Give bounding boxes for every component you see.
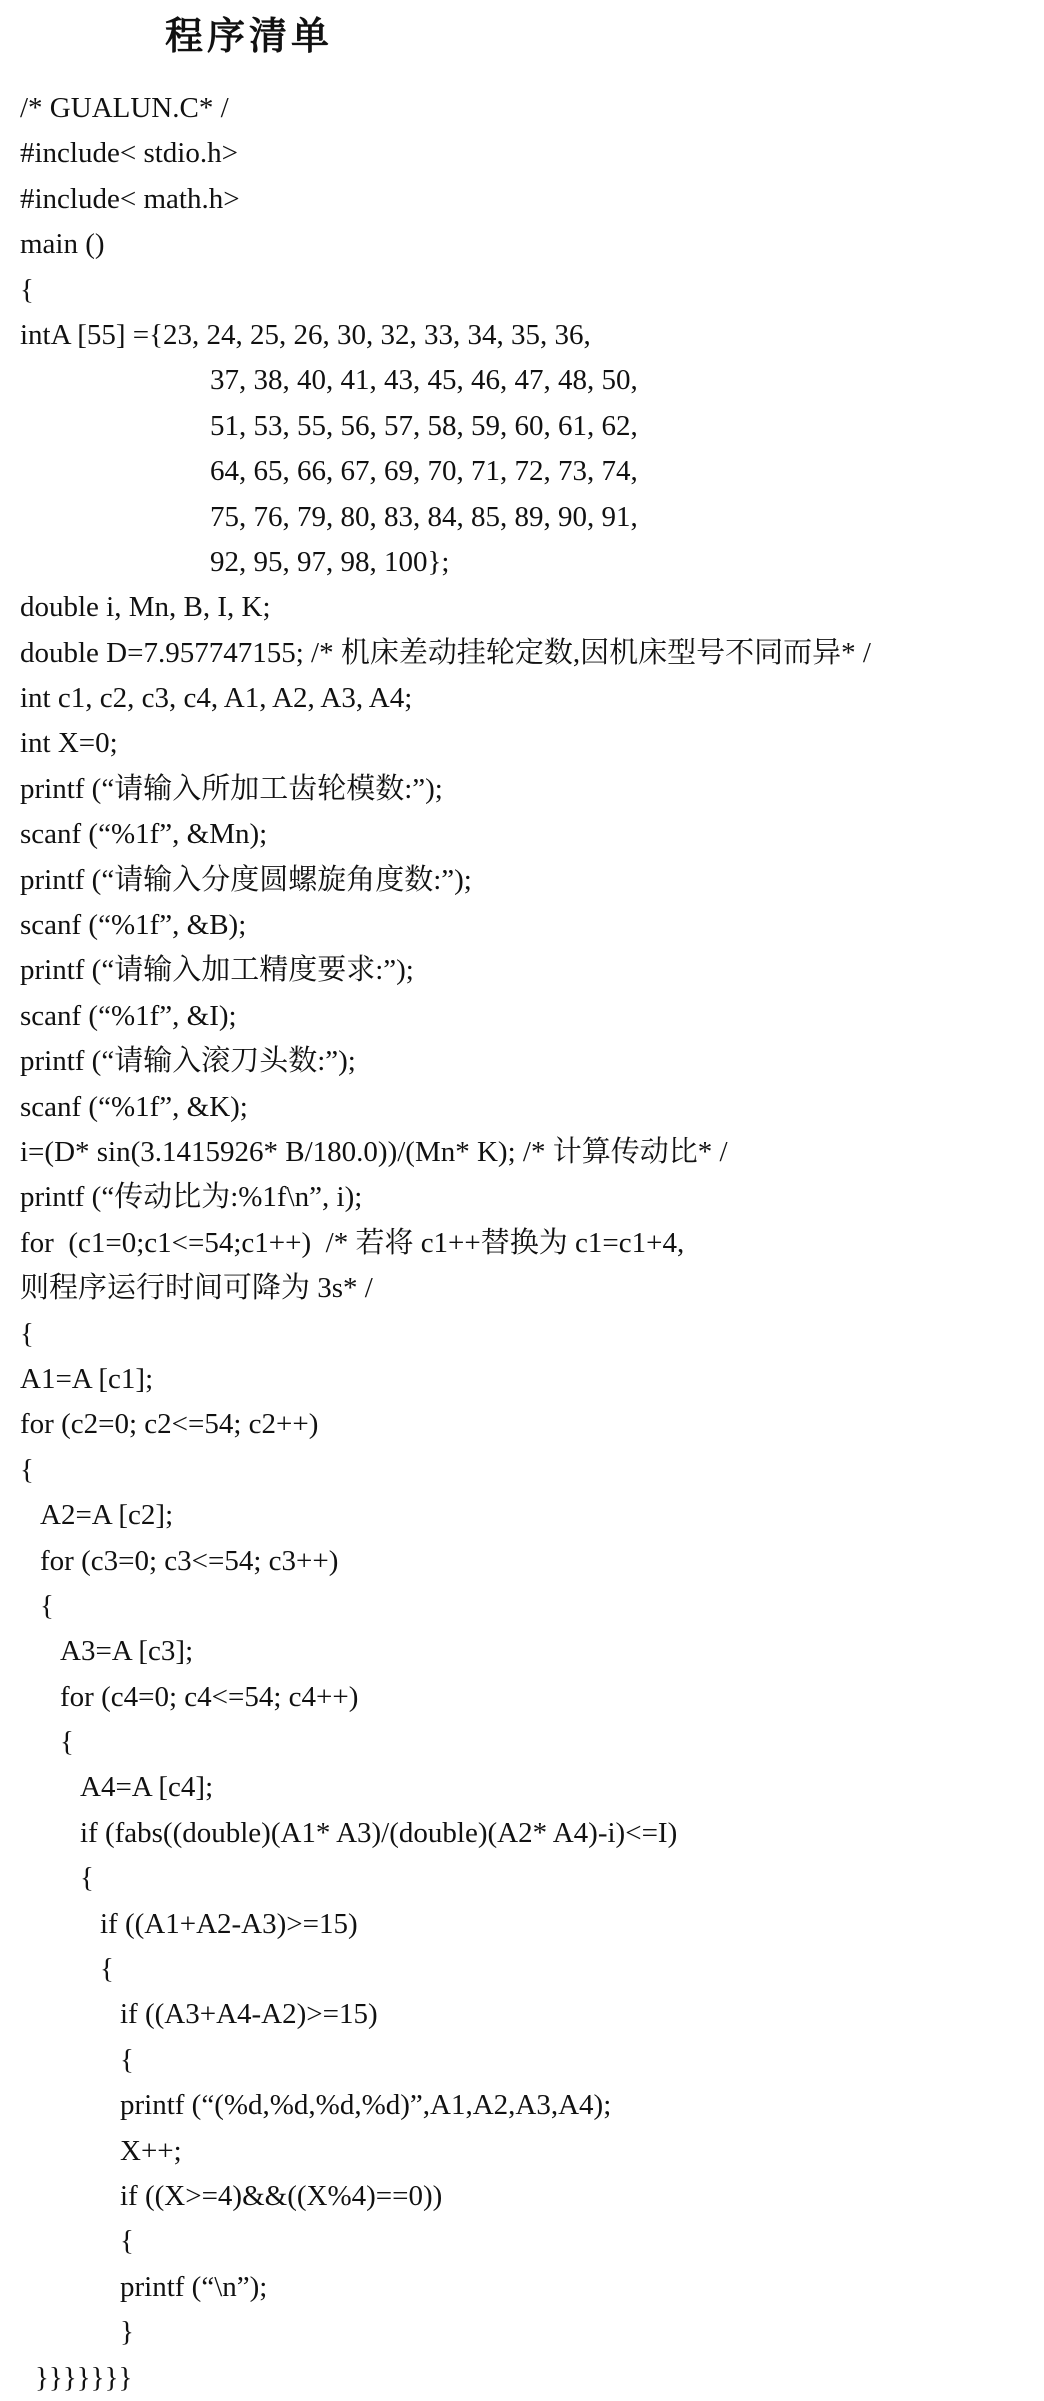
code-line: double i, Mn, B, I, K; (20, 591, 271, 624)
code-line: A4=A [c4]; (80, 1771, 214, 1804)
code-line: }}}}}}} (35, 2361, 133, 2394)
code-line: { (20, 1453, 34, 1486)
code-line: #include< math.h> (20, 182, 240, 215)
code-line: printf (“请输入滚刀头数:”); (20, 1045, 356, 1078)
code-line: 75, 76, 79, 80, 83, 84, 85, 89, 90, 91, (210, 500, 638, 533)
code-line: scanf (“%1f”, &Mn); (20, 818, 268, 851)
code-line: { (100, 1953, 114, 1986)
code-line: A3=A [c3]; (60, 1635, 194, 1668)
code-line: { (80, 1862, 94, 1895)
code-line: scanf (“%1f”, &B); (20, 909, 247, 942)
code-line: for (c2=0; c2<=54; c2++) (20, 1408, 319, 1441)
code-line: main () (20, 228, 105, 261)
code-line: 51, 53, 55, 56, 57, 58, 59, 60, 61, 62, (210, 409, 638, 442)
code-line: 则程序运行时间可降为 3s* / (20, 1272, 373, 1305)
code-line: printf (“传动比为:%1f\n”, i); (20, 1181, 363, 1214)
code-line: double D=7.957747155; /* 机床差动挂轮定数,因机床型号不同而异* / (20, 636, 871, 669)
code-line: for (c4=0; c4<=54; c4++) (60, 1680, 359, 1713)
code-line: if (fabs((double)(A1* A3)/(double)(A2* A4)-i)<=I) (80, 1816, 678, 1849)
code-line: 37, 38, 40, 41, 43, 45, 46, 47, 48, 50, (210, 364, 638, 397)
code-line: scanf (“%1f”, &K); (20, 1090, 248, 1123)
code-line: 92, 95, 97, 98, 100}; (210, 545, 450, 578)
code-line: { (60, 1726, 74, 1759)
code-line: int X=0; (20, 727, 118, 760)
code-line: for (c3=0; c3<=54; c3++) (40, 1544, 339, 1577)
code-line: { (120, 2225, 134, 2258)
code-line: { (20, 273, 34, 306)
code-line: A2=A [c2]; (40, 1499, 174, 1532)
code-line: { (20, 1317, 34, 1350)
code-line: } (120, 2316, 134, 2349)
code-line: A1=A [c1]; (20, 1362, 154, 1395)
code-line: for (c1=0;c1<=54;c1++) /* 若将 c1++替换为 c1=c1+4, (20, 1226, 685, 1259)
code-line: /* GUALUN.C* / (20, 92, 229, 124)
code-line: if ((X>=4)&&((X%4)==0)) (120, 2179, 443, 2212)
code-line: scanf (“%1f”, &I); (20, 999, 237, 1032)
code-line: printf (“\n”); (120, 2270, 268, 2303)
code-line: intA [55] ={23, 24, 25, 26, 30, 32, 33, 34, 35, 36, (20, 318, 591, 351)
code-line: i=(D* sin(3.1415926* B/180.0))/(Mn* K); /* 计算传动比* / (20, 1135, 728, 1168)
code-line: #include< stdio.h> (20, 137, 238, 170)
code-line: { (40, 1589, 54, 1622)
code-line: int c1, c2, c3, c4, A1, A2, A3, A4; (20, 682, 413, 715)
code-line: printf (“请输入加工精度要求:”); (20, 954, 414, 987)
code-line: printf (“(%d,%d,%d,%d)”,A1,A2,A3,A4); (120, 2089, 612, 2122)
code-line: printf (“请输入分度圆螺旋角度数:”); (20, 863, 472, 896)
program-listing (0, 86, 1044, 2401)
code-line: if ((A3+A4-A2)>=15) (120, 1998, 378, 2031)
page-title: 程序清单 (165, 14, 334, 58)
code-line: printf (“请输入所加工齿轮模数:”); (20, 772, 443, 805)
code-line: { (120, 2043, 134, 2076)
code-line: 64, 65, 66, 67, 69, 70, 71, 72, 73, 74, (210, 455, 638, 488)
code-line: X++; (120, 2134, 182, 2167)
code-line: if ((A1+A2-A3)>=15) (100, 1907, 358, 1940)
